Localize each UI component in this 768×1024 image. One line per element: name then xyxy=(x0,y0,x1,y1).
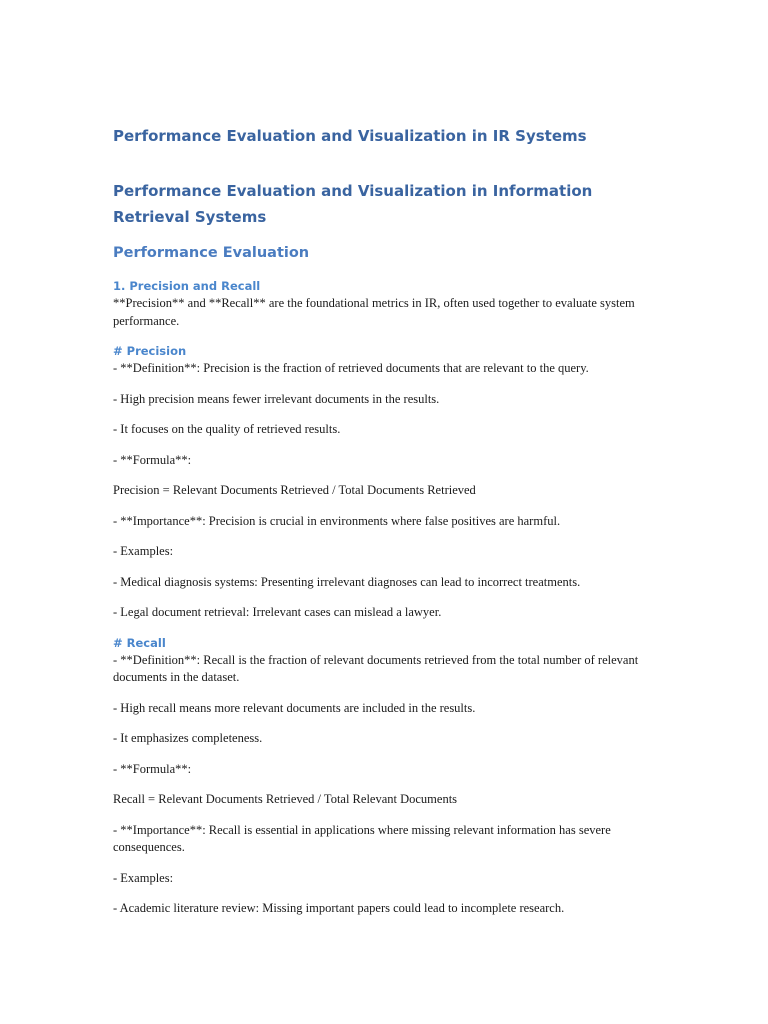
recall-formula-label: - **Formula**: xyxy=(113,761,192,776)
precision-importance: - **Importance**: Precision is crucial in environments where false positives are harmful. xyxy=(113,513,561,528)
recall-definition: - **Definition**: Recall is the fraction of relevant documents retrieved from the total number of relevant documents in the dataset. xyxy=(113,652,639,684)
subsection-heading: 1. Precision and Recall xyxy=(113,279,261,293)
recall-importance: - **Importance**: Recall is essential in applications where missing relevant information has severe consequences. xyxy=(113,822,611,854)
recall-emphasis: - It emphasizes completeness. xyxy=(113,731,263,745)
intro-paragraph: **Precision** and **Recall** are the foundational metrics in IR, often used together to evaluate system performance. xyxy=(113,296,635,328)
document-body xyxy=(113,124,653,918)
precision-focus: - It focuses on the quality of retrieved results. xyxy=(113,422,341,436)
precision-example-1: - Medical diagnosis systems: Presenting irrelevant diagnoses can lead to incorrect treatments. xyxy=(113,574,581,589)
recall-examples-label: - Examples: xyxy=(113,870,174,885)
recall-formula: Recall = Relevant Documents Retrieved / Total Relevant Documents xyxy=(113,792,458,806)
section-heading: Performance Evaluation xyxy=(113,245,310,261)
precision-examples-label: - Examples: xyxy=(113,544,174,558)
precision-formula: Precision = Relevant Documents Retrieved / Total Documents Retrieved xyxy=(113,483,476,497)
precision-heading: # Precision xyxy=(113,344,187,358)
recall-heading: # Recall xyxy=(113,635,166,650)
main-heading: Performance Evaluation and Visualization in Information Retrieval Systems xyxy=(113,182,593,226)
precision-formula-label: - **Formula**: xyxy=(113,452,192,467)
document-title: Performance Evaluation and Visualization in IR Systems xyxy=(113,127,587,145)
recall-example-1: - Academic literature review: Missing important papers could lead to incomplete research. xyxy=(113,901,565,915)
precision-high: - High precision means fewer irrelevant documents in the results. xyxy=(113,391,440,406)
recall-high: - High recall means more relevant documents are included in the results. xyxy=(113,700,476,715)
precision-definition: - **Definition**: Precision is the fraction of retrieved documents that are relevant to the query. xyxy=(113,361,589,375)
precision-example-2: - Legal document retrieval: Irrelevant cases can mislead a lawyer. xyxy=(113,605,442,619)
